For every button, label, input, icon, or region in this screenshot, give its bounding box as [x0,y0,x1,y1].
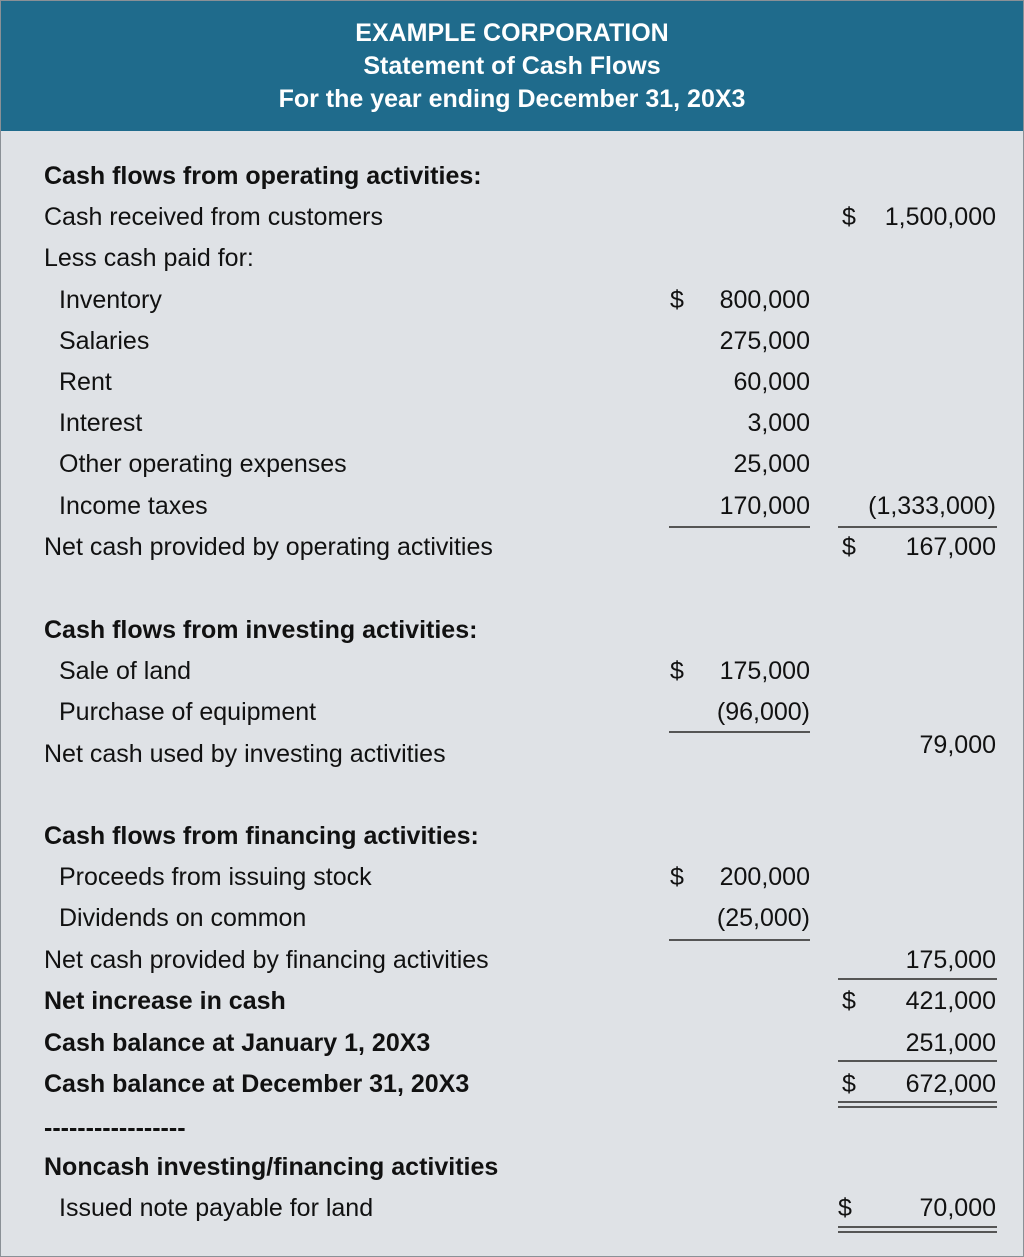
operating-item-row [0,446,1024,482]
financing-item-amount: (25,000) [716,904,810,932]
operating-paid-total: (1,333,000) [868,492,996,520]
dec-balance-amount: 672,000 [905,1070,996,1098]
dec-balance-dollar: $ [842,1070,856,1098]
investing-heading-row [0,612,1024,648]
financing-heading-row [0,818,1024,854]
jan-balance-row [0,1025,1024,1061]
cash-received-amount: 1,500,000 [884,203,996,231]
investing-net-label: Net cash used by investing activities [44,740,446,768]
cash-received-row [0,199,1024,235]
total-double-rule [838,1226,997,1233]
investing-net-amount: 79,000 [919,731,996,759]
operating-item-label: Interest [59,409,143,437]
total-double-rule [838,1101,997,1108]
operating-item-row [0,323,1024,359]
operating-item-label: Salaries [59,327,150,355]
cash-received-label: Cash received from customers [44,203,384,231]
financing-net-row [0,942,1024,978]
jan-balance-amount: 251,000 [905,1029,996,1057]
dec-balance-label: Cash balance at December 31, 20X3 [44,1070,470,1098]
subtotal-rule [669,939,810,941]
operating-item-label: Inventory [59,286,162,314]
operating-item-label: Income taxes [59,492,208,520]
less-cash-row [0,240,1024,276]
operating-item-row [0,405,1024,441]
statement-period: For the year ending December 31, 20X3 [278,85,746,113]
noncash-heading: Noncash investing/financing activities [44,1153,499,1181]
jan-balance-label: Cash balance at January 1, 20X3 [44,1029,431,1057]
operating-heading: Cash flows from operating activities: [44,162,482,190]
dec-balance-row [0,1066,1024,1102]
operating-item-row [0,282,1024,318]
net-increase-amount: 421,000 [905,987,996,1015]
operating-item-row [0,488,1024,524]
cash-received-dollar: $ [842,203,856,231]
operating-item-amount: 60,000 [733,368,810,396]
financing-item-row [0,900,1024,936]
operating-item-amount: 170,000 [719,492,810,520]
noncash-heading-row [0,1149,1024,1185]
noncash-label: Issued note payable for land [59,1194,374,1222]
operating-item-label: Other operating expenses [59,450,347,478]
investing-net-row [0,736,1024,772]
financing-item-row [0,859,1024,895]
financing-item-label: Proceeds from issuing stock [59,863,372,891]
investing-item-label: Purchase of equipment [59,698,317,726]
operating-item-amount: 275,000 [719,327,810,355]
net-increase-row [0,983,1024,1019]
investing-item-dollar: $ [670,657,684,685]
operating-item-row [0,364,1024,400]
financing-heading: Cash flows from financing activities: [44,822,479,850]
noncash-row [0,1190,1024,1226]
noncash-amount: 70,000 [919,1194,996,1222]
financing-item-dollar: $ [670,863,684,891]
financing-item-amount: 200,000 [719,863,810,891]
subtotal-rule [838,526,997,528]
operating-item-label: Rent [59,368,112,396]
investing-item-amount: (96,000) [716,698,810,726]
operating-heading-row [0,158,1024,194]
section-separator: ----------------- [44,1114,186,1142]
operating-item-dollar: $ [670,286,684,314]
investing-item-amount: 175,000 [719,657,810,685]
statement-header [0,0,1024,131]
investing-item-row [0,653,1024,689]
operating-net-dollar: $ [842,533,856,561]
statement-title: Statement of Cash Flows [363,52,661,80]
investing-item-row [0,694,1024,730]
financing-item-label: Dividends on common [59,904,307,932]
financing-net-amount: 175,000 [905,946,996,974]
noncash-dollar: $ [838,1194,852,1222]
net-increase-label: Net increase in cash [44,987,286,1015]
company-name: EXAMPLE CORPORATION [355,19,669,47]
operating-item-amount: 3,000 [747,409,810,437]
investing-item-label: Sale of land [59,657,192,685]
net-increase-dollar: $ [842,987,856,1015]
financing-net-label: Net cash provided by financing activities [44,946,489,974]
subtotal-rule [838,1060,997,1062]
investing-heading: Cash flows from investing activities: [44,616,478,644]
operating-net-amount: 167,000 [905,533,996,561]
less-cash-label: Less cash paid for: [44,244,254,272]
operating-item-amount: 800,000 [719,286,810,314]
operating-net-label: Net cash provided by operating activities [44,533,493,561]
operating-item-amount: 25,000 [733,450,810,478]
subtotal-rule [669,526,810,528]
subtotal-rule [838,978,997,980]
operating-net-row [0,529,1024,565]
